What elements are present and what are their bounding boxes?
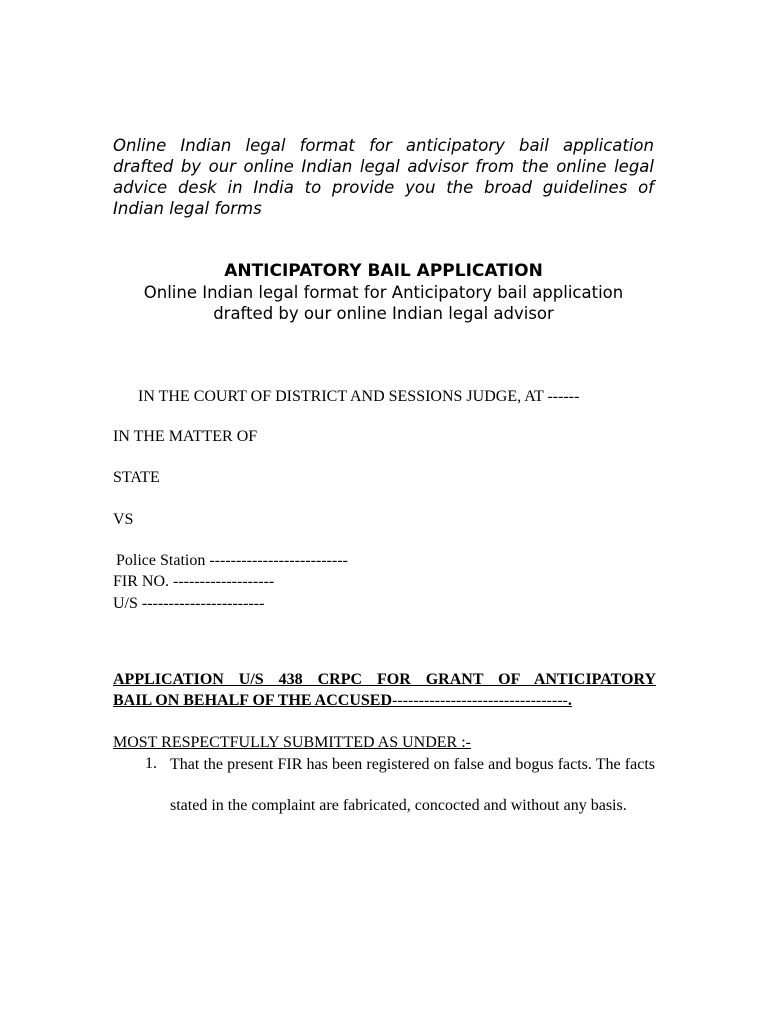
in-the-matter-label: IN THE MATTER OF xyxy=(113,428,258,445)
application-title xyxy=(113,669,656,711)
application-title-period: . xyxy=(567,692,572,709)
list-item-text: That the present FIR has been registered on false and bogus facts. The facts stated in the complaint are fabricated, concocted and without any basis. xyxy=(170,756,655,814)
document-heading xyxy=(113,260,654,324)
document-subtitle-line-1: Online Indian legal format for Anticipatory bail application xyxy=(143,283,624,302)
application-title-line-1: APPLICATION U/S 438 CRPC FOR GRANT OF ANTICIPATORY xyxy=(113,671,656,688)
list-item-number: 1. xyxy=(145,755,157,772)
police-station-field: Police Station -------------------------- xyxy=(116,552,348,569)
under-section-field: U/S ----------------------- xyxy=(113,595,265,612)
submission-heading: MOST RESPECTFULLY SUBMITTED AS UNDER :- xyxy=(113,734,471,751)
application-title-accused: BAIL ON BEHALF OF THE ACCUSED xyxy=(113,692,393,709)
intro-paragraph: Online Indian legal format for anticipatory bail application drafted by our online Indian legal advisor from the online legal advice desk in India to provide you the broad guidelines of Indian legal forms xyxy=(113,136,654,218)
document-subtitle-line-2: drafted by our online Indian legal advisor xyxy=(213,304,554,323)
versus-label: VS xyxy=(113,511,134,528)
application-title-line-2 xyxy=(113,690,656,711)
court-line: IN THE COURT OF DISTRICT AND SESSIONS JUDGE, AT ------ xyxy=(138,388,580,405)
state-party: STATE xyxy=(113,469,160,486)
document-title: ANTICIPATORY BAIL APPLICATION xyxy=(224,261,543,281)
accused-name-blank: --------------------------------- xyxy=(392,692,568,709)
fir-number-field: FIR NO. ------------------- xyxy=(113,573,275,590)
